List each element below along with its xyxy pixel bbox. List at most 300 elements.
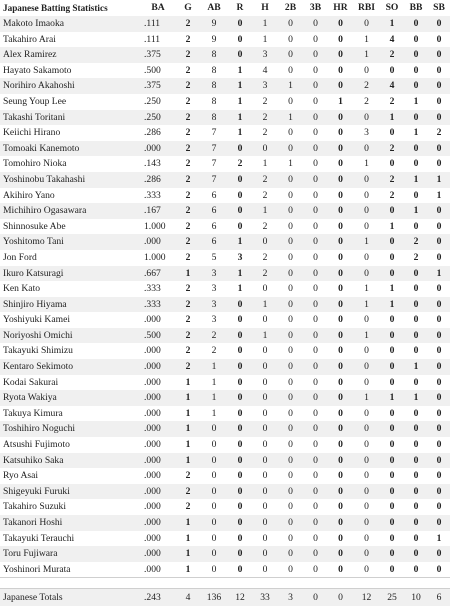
cell-triples: 0 <box>303 172 328 188</box>
cell-sb: 0 <box>428 297 450 313</box>
cell-bb: 0 <box>404 468 428 484</box>
cell-bb: 0 <box>404 188 428 204</box>
cell-triples: 0 <box>303 343 328 359</box>
cell-doubles: 1 <box>278 78 303 94</box>
cell-rbi: 1 <box>353 328 380 344</box>
cell-g: 2 <box>176 16 200 32</box>
cell-doubles: 0 <box>278 375 303 391</box>
cell-h: 3 <box>252 47 278 63</box>
cell-ba: .000 <box>140 141 176 157</box>
cell-sb: 0 <box>428 63 450 79</box>
cell-bb: 0 <box>404 141 428 157</box>
cell-ab: 1 <box>200 375 228 391</box>
cell-ab: 6 <box>200 203 228 219</box>
cell-doubles: 0 <box>278 390 303 406</box>
cell-so: 2 <box>380 47 404 63</box>
cell-h: 0 <box>252 453 278 469</box>
cell-g: 2 <box>176 250 200 266</box>
cell-sb: 0 <box>428 234 450 250</box>
cell-r: 1 <box>228 125 252 141</box>
cell-h: 0 <box>252 437 278 453</box>
cell-rbi: 0 <box>353 63 380 79</box>
cell-sb: 0 <box>428 390 450 406</box>
cell-g: 1 <box>176 266 200 282</box>
cell-triples: 0 <box>303 562 328 578</box>
cell-rbi: 1 <box>353 297 380 313</box>
cell-ba: .375 <box>140 78 176 94</box>
cell-hr: 0 <box>328 484 353 500</box>
cell-h: 3 <box>252 78 278 94</box>
cell-triples: 0 <box>303 421 328 437</box>
cell-ab: 7 <box>200 125 228 141</box>
cell-r: 0 <box>228 188 252 204</box>
column-header-triples: 3B <box>303 0 328 16</box>
cell-r: 0 <box>228 421 252 437</box>
cell-triples: 0 <box>303 453 328 469</box>
cell-ab: 8 <box>200 63 228 79</box>
table-row <box>0 562 450 578</box>
cell-r: 0 <box>228 219 252 235</box>
cell-g: 2 <box>176 141 200 157</box>
table-row <box>0 359 450 375</box>
cell-g: 2 <box>176 188 200 204</box>
cell-so: 0 <box>380 234 404 250</box>
cell-r: 12 <box>228 589 252 606</box>
cell-r: 0 <box>228 453 252 469</box>
table-row <box>0 203 450 219</box>
cell-ab: 3 <box>200 297 228 313</box>
cell-doubles: 0 <box>278 453 303 469</box>
cell-so: 1 <box>380 297 404 313</box>
cell-hr: 0 <box>328 125 353 141</box>
cell-triples: 0 <box>303 328 328 344</box>
cell-h: 0 <box>252 375 278 391</box>
cell-r: 1 <box>228 110 252 126</box>
table-row <box>0 47 450 63</box>
cell-g: 1 <box>176 421 200 437</box>
cell-player-name: Atsushi Fujimoto <box>0 437 140 453</box>
cell-ba: .167 <box>140 203 176 219</box>
table-row <box>0 453 450 469</box>
cell-doubles: 1 <box>278 156 303 172</box>
cell-bb: 0 <box>404 453 428 469</box>
cell-player-name: Ryo Asai <box>0 468 140 484</box>
cell-rbi: 0 <box>353 141 380 157</box>
cell-r: 0 <box>228 172 252 188</box>
cell-doubles: 0 <box>278 250 303 266</box>
cell-h: 0 <box>252 343 278 359</box>
table-row <box>0 234 450 250</box>
cell-ab: 0 <box>200 546 228 562</box>
cell-bb: 0 <box>404 484 428 500</box>
cell-r: 0 <box>228 546 252 562</box>
totals-row <box>0 589 450 606</box>
table-row <box>0 515 450 531</box>
cell-r: 1 <box>228 78 252 94</box>
cell-sb: 0 <box>428 312 450 328</box>
table-row <box>0 266 450 282</box>
table-row <box>0 328 450 344</box>
cell-ba: 1.000 <box>140 219 176 235</box>
cell-sb: 0 <box>428 359 450 375</box>
cell-ba: .500 <box>140 328 176 344</box>
cell-h: 2 <box>252 125 278 141</box>
cell-hr: 0 <box>328 219 353 235</box>
cell-doubles: 0 <box>278 546 303 562</box>
cell-ab: 3 <box>200 312 228 328</box>
cell-so: 4 <box>380 32 404 48</box>
cell-doubles: 0 <box>278 484 303 500</box>
cell-sb: 1 <box>428 172 450 188</box>
cell-ba: .286 <box>140 125 176 141</box>
header-row <box>0 0 450 16</box>
cell-rbi: 1 <box>353 390 380 406</box>
cell-triples: 0 <box>303 484 328 500</box>
cell-sb: 0 <box>428 32 450 48</box>
cell-sb: 0 <box>428 499 450 515</box>
cell-doubles: 0 <box>278 172 303 188</box>
cell-r: 0 <box>228 406 252 422</box>
cell-ba: .000 <box>140 484 176 500</box>
cell-bb: 0 <box>404 297 428 313</box>
cell-ab: 0 <box>200 437 228 453</box>
cell-sb: 0 <box>428 110 450 126</box>
cell-doubles: 0 <box>278 16 303 32</box>
cell-hr: 0 <box>328 531 353 547</box>
cell-h: 1 <box>252 32 278 48</box>
cell-so: 0 <box>380 203 404 219</box>
cell-hr: 0 <box>328 499 353 515</box>
table-row <box>0 188 450 204</box>
cell-r: 1 <box>228 281 252 297</box>
cell-ab: 7 <box>200 156 228 172</box>
cell-ab: 0 <box>200 562 228 578</box>
cell-bb: 0 <box>404 499 428 515</box>
cell-sb: 0 <box>428 78 450 94</box>
cell-so: 0 <box>380 499 404 515</box>
cell-bb: 1 <box>404 390 428 406</box>
cell-ba: .333 <box>140 281 176 297</box>
cell-triples: 0 <box>303 499 328 515</box>
cell-player-name: Ikuro Katsuragi <box>0 266 140 282</box>
cell-triples: 0 <box>303 406 328 422</box>
cell-hr: 0 <box>328 312 353 328</box>
cell-rbi: 0 <box>353 250 380 266</box>
cell-doubles: 0 <box>278 406 303 422</box>
cell-g: 2 <box>176 281 200 297</box>
cell-hr: 0 <box>328 188 353 204</box>
cell-triples: 0 <box>303 390 328 406</box>
cell-r: 0 <box>228 328 252 344</box>
cell-bb: 0 <box>404 78 428 94</box>
cell-g: 2 <box>176 156 200 172</box>
cell-bb: 0 <box>404 63 428 79</box>
cell-player-name: Yoshitomo Tani <box>0 234 140 250</box>
cell-g: 2 <box>176 78 200 94</box>
table-row <box>0 499 450 515</box>
cell-g: 4 <box>176 589 200 606</box>
cell-h: 0 <box>252 359 278 375</box>
cell-hr: 0 <box>328 234 353 250</box>
table-row <box>0 141 450 157</box>
cell-r: 0 <box>228 499 252 515</box>
cell-player-name: Shinnosuke Abe <box>0 219 140 235</box>
cell-bb: 1 <box>404 359 428 375</box>
cell-sb: 0 <box>428 546 450 562</box>
cell-doubles: 0 <box>278 359 303 375</box>
cell-player-name: Japanese Totals <box>0 589 140 606</box>
table-row <box>0 219 450 235</box>
cell-hr: 0 <box>328 16 353 32</box>
cell-triples: 0 <box>303 94 328 110</box>
cell-bb: 0 <box>404 219 428 235</box>
table-row <box>0 437 450 453</box>
cell-triples: 0 <box>303 250 328 266</box>
cell-sb: 0 <box>428 328 450 344</box>
cell-bb: 0 <box>404 32 428 48</box>
cell-hr: 0 <box>328 343 353 359</box>
cell-triples: 0 <box>303 141 328 157</box>
cell-bb: 0 <box>404 47 428 63</box>
column-header-so: SO <box>380 0 404 16</box>
cell-ba: .000 <box>140 453 176 469</box>
cell-ab: 136 <box>200 589 228 606</box>
cell-r: 0 <box>228 297 252 313</box>
cell-hr: 0 <box>328 250 353 266</box>
cell-player-name: Takahiro Suzuki <box>0 499 140 515</box>
cell-bb: 0 <box>404 281 428 297</box>
cell-sb: 0 <box>428 141 450 157</box>
cell-g: 2 <box>176 484 200 500</box>
cell-r: 0 <box>228 468 252 484</box>
cell-ba: .000 <box>140 234 176 250</box>
table-row <box>0 94 450 110</box>
cell-ba: .000 <box>140 437 176 453</box>
cell-so: 0 <box>380 63 404 79</box>
column-header-player-name: Japanese Batting Statistics <box>0 0 140 16</box>
cell-so: 0 <box>380 562 404 578</box>
cell-rbi: 1 <box>353 156 380 172</box>
cell-ba: .000 <box>140 499 176 515</box>
table-row <box>0 63 450 79</box>
cell-ab: 1 <box>200 390 228 406</box>
cell-triples: 0 <box>303 78 328 94</box>
cell-hr: 0 <box>328 47 353 63</box>
cell-bb: 0 <box>404 421 428 437</box>
cell-so: 0 <box>380 531 404 547</box>
cell-h: 1 <box>252 328 278 344</box>
cell-doubles: 0 <box>278 203 303 219</box>
cell-doubles: 0 <box>278 125 303 141</box>
cell-ab: 0 <box>200 421 228 437</box>
cell-player-name: Takayuki Shimizu <box>0 343 140 359</box>
column-header-doubles: 2B <box>278 0 303 16</box>
cell-r: 0 <box>228 562 252 578</box>
cell-player-name: Kentaro Sekimoto <box>0 359 140 375</box>
cell-triples: 0 <box>303 531 328 547</box>
cell-g: 2 <box>176 312 200 328</box>
cell-player-name: Yoshiyuki Kamei <box>0 312 140 328</box>
cell-so: 0 <box>380 312 404 328</box>
cell-ba: 1.000 <box>140 250 176 266</box>
cell-so: 0 <box>380 453 404 469</box>
cell-hr: 0 <box>328 297 353 313</box>
cell-bb: 1 <box>404 203 428 219</box>
cell-hr: 0 <box>328 328 353 344</box>
cell-h: 0 <box>252 484 278 500</box>
cell-player-name: Michihiro Ogasawara <box>0 203 140 219</box>
cell-doubles: 0 <box>278 515 303 531</box>
cell-doubles: 0 <box>278 281 303 297</box>
cell-h: 0 <box>252 141 278 157</box>
column-header-r: R <box>228 0 252 16</box>
cell-so: 0 <box>380 515 404 531</box>
cell-rbi: 2 <box>353 78 380 94</box>
column-header-ba: BA <box>140 0 176 16</box>
cell-r: 3 <box>228 250 252 266</box>
cell-bb: 1 <box>404 94 428 110</box>
cell-doubles: 0 <box>278 141 303 157</box>
cell-triples: 0 <box>303 589 328 606</box>
cell-doubles: 0 <box>278 312 303 328</box>
cell-triples: 0 <box>303 16 328 32</box>
cell-triples: 0 <box>303 437 328 453</box>
cell-hr: 0 <box>328 359 353 375</box>
cell-ab: 2 <box>200 328 228 344</box>
table-row <box>0 110 450 126</box>
table-row <box>0 281 450 297</box>
cell-player-name: Noriyoshi Omichi <box>0 328 140 344</box>
cell-ab: 0 <box>200 453 228 469</box>
cell-so: 0 <box>380 421 404 437</box>
column-header-hr: HR <box>328 0 353 16</box>
cell-ba: .143 <box>140 156 176 172</box>
cell-so: 4 <box>380 78 404 94</box>
cell-g: 2 <box>176 219 200 235</box>
cell-bb: 0 <box>404 437 428 453</box>
cell-ba: .243 <box>140 589 176 606</box>
cell-player-name: Kodai Sakurai <box>0 375 140 391</box>
cell-triples: 0 <box>303 281 328 297</box>
cell-hr: 0 <box>328 421 353 437</box>
cell-r: 2 <box>228 156 252 172</box>
cell-ab: 0 <box>200 499 228 515</box>
cell-player-name: Seung Youp Lee <box>0 94 140 110</box>
cell-so: 0 <box>380 406 404 422</box>
cell-triples: 0 <box>303 266 328 282</box>
table-row <box>0 468 450 484</box>
cell-ab: 1 <box>200 406 228 422</box>
cell-player-name: Ken Kato <box>0 281 140 297</box>
cell-ab: 0 <box>200 531 228 547</box>
cell-triples: 0 <box>303 297 328 313</box>
cell-player-name: Takayuki Terauchi <box>0 531 140 547</box>
cell-r: 0 <box>228 203 252 219</box>
cell-rbi: 0 <box>353 468 380 484</box>
cell-player-name: Shinjiro Hiyama <box>0 297 140 313</box>
cell-g: 1 <box>176 515 200 531</box>
cell-ba: .250 <box>140 94 176 110</box>
cell-ba: .111 <box>140 16 176 32</box>
cell-player-name: Alex Ramirez <box>0 47 140 63</box>
cell-hr: 0 <box>328 281 353 297</box>
cell-bb: 0 <box>404 312 428 328</box>
cell-g: 1 <box>176 531 200 547</box>
cell-ba: .667 <box>140 266 176 282</box>
cell-rbi: 0 <box>353 110 380 126</box>
cell-player-name: Takashi Toritani <box>0 110 140 126</box>
cell-so: 2 <box>380 141 404 157</box>
cell-ab: 6 <box>200 188 228 204</box>
cell-doubles: 0 <box>278 328 303 344</box>
cell-triples: 0 <box>303 32 328 48</box>
cell-rbi: 2 <box>353 94 380 110</box>
cell-rbi: 1 <box>353 32 380 48</box>
table-row <box>0 484 450 500</box>
cell-r: 0 <box>228 312 252 328</box>
cell-hr: 0 <box>328 156 353 172</box>
cell-player-name: Yoshinobu Takahashi <box>0 172 140 188</box>
cell-ab: 0 <box>200 484 228 500</box>
cell-hr: 0 <box>328 437 353 453</box>
cell-h: 1 <box>252 297 278 313</box>
cell-doubles: 0 <box>278 234 303 250</box>
cell-so: 0 <box>380 375 404 391</box>
table-row <box>0 16 450 32</box>
cell-triples: 0 <box>303 110 328 126</box>
cell-triples: 0 <box>303 312 328 328</box>
cell-rbi: 0 <box>353 219 380 235</box>
cell-player-name: Toshihiro Noguchi <box>0 421 140 437</box>
cell-triples: 0 <box>303 63 328 79</box>
cell-r: 1 <box>228 63 252 79</box>
cell-ab: 5 <box>200 250 228 266</box>
cell-rbi: 0 <box>353 266 380 282</box>
cell-so: 1 <box>380 16 404 32</box>
cell-sb: 0 <box>428 406 450 422</box>
cell-rbi: 0 <box>353 421 380 437</box>
cell-rbi: 0 <box>353 437 380 453</box>
table-row <box>0 406 450 422</box>
cell-sb: 0 <box>428 343 450 359</box>
cell-r: 0 <box>228 390 252 406</box>
cell-so: 0 <box>380 484 404 500</box>
cell-g: 1 <box>176 453 200 469</box>
cell-bb: 0 <box>404 515 428 531</box>
cell-h: 4 <box>252 63 278 79</box>
cell-ba: .000 <box>140 375 176 391</box>
table-body <box>0 16 450 578</box>
cell-rbi: 0 <box>353 375 380 391</box>
cell-ab: 3 <box>200 281 228 297</box>
cell-player-name: Toru Fujiwara <box>0 546 140 562</box>
table-row <box>0 32 450 48</box>
cell-so: 1 <box>380 219 404 235</box>
cell-player-name: Katsuhiko Saka <box>0 453 140 469</box>
column-header-bb: BB <box>404 0 428 16</box>
cell-ab: 8 <box>200 94 228 110</box>
cell-rbi: 0 <box>353 203 380 219</box>
cell-bb: 1 <box>404 125 428 141</box>
cell-g: 2 <box>176 172 200 188</box>
cell-so: 0 <box>380 343 404 359</box>
cell-doubles: 0 <box>278 297 303 313</box>
table-row <box>0 156 450 172</box>
cell-hr: 0 <box>328 453 353 469</box>
column-header-ab: AB <box>200 0 228 16</box>
cell-h: 0 <box>252 390 278 406</box>
cell-hr: 0 <box>328 375 353 391</box>
